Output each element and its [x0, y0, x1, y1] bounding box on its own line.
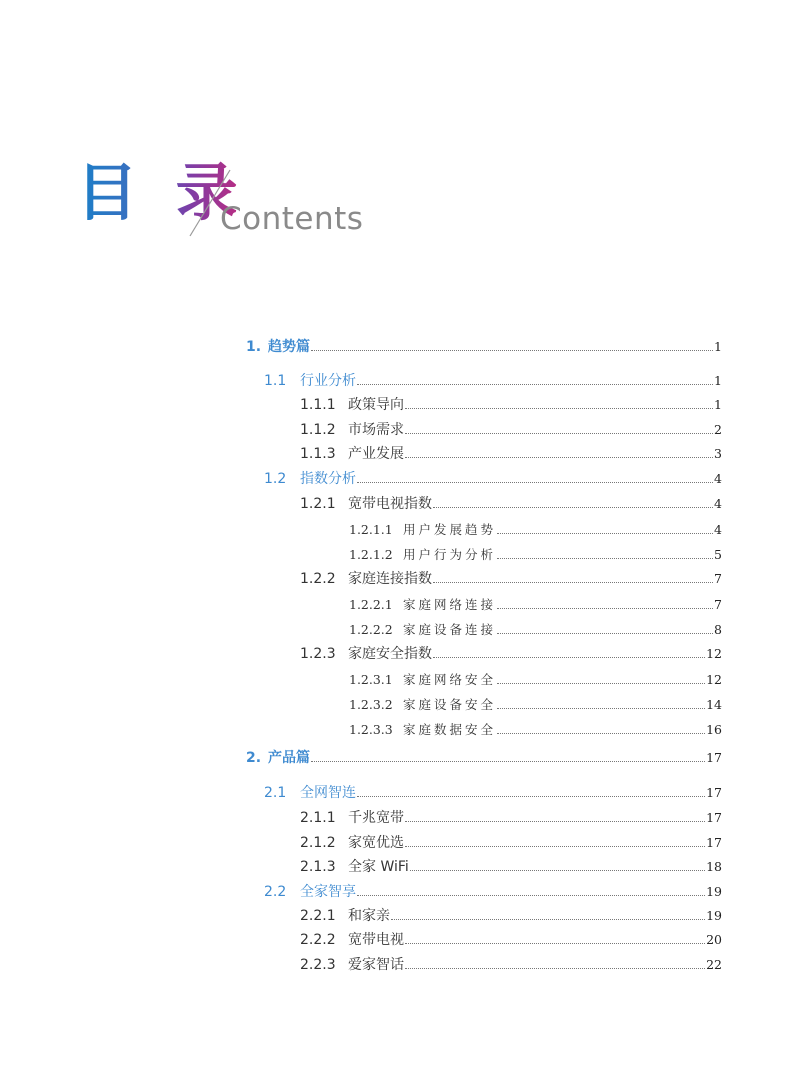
toc-entry-page-number: 4: [714, 471, 722, 486]
toc-dot-leader: [405, 943, 705, 944]
toc-entry-label: 和家亲: [348, 908, 390, 924]
toc-entry-page-number: 17: [706, 835, 722, 850]
toc-entry[interactable]: [264, 782, 722, 802]
toc-entry-label: 行业分析: [300, 373, 356, 389]
toc-entry-page-number: 1: [714, 397, 722, 412]
toc-entry-page-number: 19: [706, 908, 722, 923]
toc-entry[interactable]: [246, 336, 722, 356]
toc-entry-label: 趋势篇: [268, 339, 310, 355]
toc-entry-label: 市场需求: [348, 422, 404, 438]
toc-entry-label: 千兆宽带: [348, 810, 404, 826]
toc-entry-label: 用户行为分析: [403, 547, 497, 562]
toc-entry[interactable]: [300, 905, 722, 925]
toc-entry-number: 1.1.2: [300, 422, 336, 438]
toc-entry-page-number: 17: [706, 810, 722, 825]
toc-entry[interactable]: [349, 619, 722, 639]
toc-entry-number: 1.2.3.3: [349, 722, 393, 737]
toc-entry[interactable]: [300, 807, 722, 827]
toc-entry-label: 宽带电视指数: [348, 496, 432, 512]
toc-entry-page-number: 14: [706, 697, 722, 712]
toc-entry-number: 1.2.1.2: [349, 547, 393, 562]
toc-dot-leader: [357, 482, 713, 483]
toc-entry-number: 2.1: [264, 785, 287, 801]
toc-entry[interactable]: [349, 544, 722, 564]
toc-entry[interactable]: [349, 594, 722, 614]
toc-entry[interactable]: [300, 568, 722, 588]
toc-entry-number: 1.1: [264, 373, 287, 389]
toc-dot-leader: [391, 919, 705, 920]
toc-dot-leader: [433, 507, 713, 508]
toc-entry-number: 1.2.3.2: [349, 697, 393, 712]
toc-dot-leader: [497, 533, 713, 534]
toc-entry-number: 1.1.1: [300, 397, 336, 413]
toc-entry-label: 政策导向: [348, 397, 404, 413]
toc-entry-number: 1.2.1.1: [349, 522, 393, 537]
toc-dot-leader: [405, 821, 705, 822]
toc-entry-number: 2.2.2: [300, 932, 336, 948]
toc-entry-label: 家庭设备连接: [403, 622, 497, 637]
toc-dot-leader: [357, 384, 713, 385]
toc-entry[interactable]: [264, 881, 722, 901]
toc-entry-label: 全网智连: [300, 785, 356, 801]
toc-entry-page-number: 17: [706, 785, 722, 800]
toc-entry-label: 家庭网络安全: [403, 672, 497, 687]
toc-entry-page-number: 1: [714, 373, 722, 388]
toc-entry-number: 2.1.1: [300, 810, 336, 826]
toc-entry-label: 产品篇: [268, 750, 310, 766]
toc-entry-page-number: 17: [706, 750, 722, 765]
toc-entry-page-number: 18: [706, 859, 722, 874]
toc-entry-page-number: 2: [714, 422, 722, 437]
toc-entry-number: 2.1.2: [300, 835, 336, 851]
toc-entry-label: 全家智享: [300, 884, 356, 900]
toc-entry-number: 1.2.2.2: [349, 622, 393, 637]
toc-entry-number: 2.2: [264, 884, 287, 900]
toc-entry-number: 1.1.3: [300, 446, 336, 462]
toc-entry-label: 家庭设备安全: [403, 697, 497, 712]
toc-entry-page-number: 4: [714, 496, 722, 511]
toc-entry-label: 家庭安全指数: [348, 646, 432, 662]
page-subtitle: Contents: [220, 201, 364, 237]
toc-entry-label: 宽带电视: [348, 932, 404, 948]
toc-entry-number: 1.: [246, 339, 262, 355]
toc-dot-leader: [405, 968, 705, 969]
toc-entry-page-number: 7: [714, 571, 722, 586]
toc-entry-number: 1.2.1: [300, 496, 336, 512]
toc-entry[interactable]: [349, 719, 722, 739]
toc-entry[interactable]: [300, 394, 722, 414]
toc-entry-number: 1.2: [264, 471, 287, 487]
toc-entry-page-number: 20: [706, 932, 722, 947]
toc-entry-page-number: 16: [706, 722, 722, 737]
toc-entry-number: 1.2.3.1: [349, 672, 393, 687]
toc-entry-label: 家庭数据安全: [403, 722, 497, 737]
toc-entry[interactable]: [300, 643, 722, 663]
toc-entry-number: 1.2.3: [300, 646, 336, 662]
toc-entry-label: 产业发展: [348, 446, 404, 462]
toc-entry-label: 家庭连接指数: [348, 571, 432, 587]
toc-entry[interactable]: [246, 747, 722, 767]
toc-entry[interactable]: [300, 954, 722, 974]
toc-entry-page-number: 5: [714, 547, 722, 562]
toc-entry-page-number: 12: [706, 646, 722, 661]
toc-dot-leader: [433, 582, 713, 583]
toc-entry-label: 爱家智话: [348, 957, 404, 973]
toc-entry[interactable]: [349, 669, 722, 689]
toc-entry[interactable]: [300, 443, 722, 463]
toc-entry[interactable]: [300, 493, 722, 513]
toc-entry-number: 2.2.3: [300, 957, 336, 973]
toc-entry-number: 2.1.3: [300, 859, 336, 875]
toc-entry[interactable]: [349, 519, 722, 539]
toc-entry-page-number: 22: [706, 957, 722, 972]
toc-entry-page-number: 4: [714, 522, 722, 537]
toc-entry[interactable]: [264, 370, 722, 390]
toc-dot-leader: [497, 608, 713, 609]
toc-entry-page-number: 1: [714, 339, 722, 354]
toc-entry[interactable]: [300, 856, 722, 876]
toc-entry-page-number: 19: [706, 884, 722, 899]
toc-dot-leader: [405, 408, 713, 409]
toc-dot-leader: [497, 683, 705, 684]
toc-dot-leader: [497, 708, 705, 709]
toc-dot-leader: [405, 846, 705, 847]
toc-entry[interactable]: [349, 694, 722, 714]
toc-entry-label: 指数分析: [300, 471, 356, 487]
toc-entry[interactable]: [300, 929, 722, 949]
toc-dot-leader: [311, 761, 705, 762]
toc-entry[interactable]: [264, 468, 722, 488]
toc-entry-number: 1.2.2.1: [349, 597, 393, 612]
toc-entry-label: 家宽优选: [348, 835, 404, 851]
toc-entry-label: 全家 WiFi: [348, 859, 409, 875]
toc-dot-leader: [311, 350, 713, 351]
toc-dot-leader: [433, 657, 705, 658]
toc-dot-leader: [357, 895, 705, 896]
toc-entry[interactable]: [300, 419, 722, 439]
toc-entry[interactable]: [300, 832, 722, 852]
toc-dot-leader: [405, 457, 713, 458]
toc-dot-leader: [497, 733, 705, 734]
toc-entry-label: 用户发展趋势: [403, 522, 497, 537]
toc-dot-leader: [497, 558, 713, 559]
toc-dot-leader: [410, 870, 705, 871]
toc-entry-page-number: 7: [714, 597, 722, 612]
toc-entry-page-number: 3: [714, 446, 722, 461]
toc-entry-number: 2.2.1: [300, 908, 336, 924]
toc-entry-page-number: 8: [714, 622, 722, 637]
toc-entry-number: 2.: [246, 750, 262, 766]
page-title: 目 录: [76, 156, 246, 229]
toc-entry-page-number: 12: [706, 672, 722, 687]
toc-dot-leader: [497, 633, 713, 634]
toc-entry-label: 家庭网络连接: [403, 597, 497, 612]
toc-dot-leader: [357, 796, 705, 797]
toc-dot-leader: [405, 433, 713, 434]
toc-entry-number: 1.2.2: [300, 571, 336, 587]
